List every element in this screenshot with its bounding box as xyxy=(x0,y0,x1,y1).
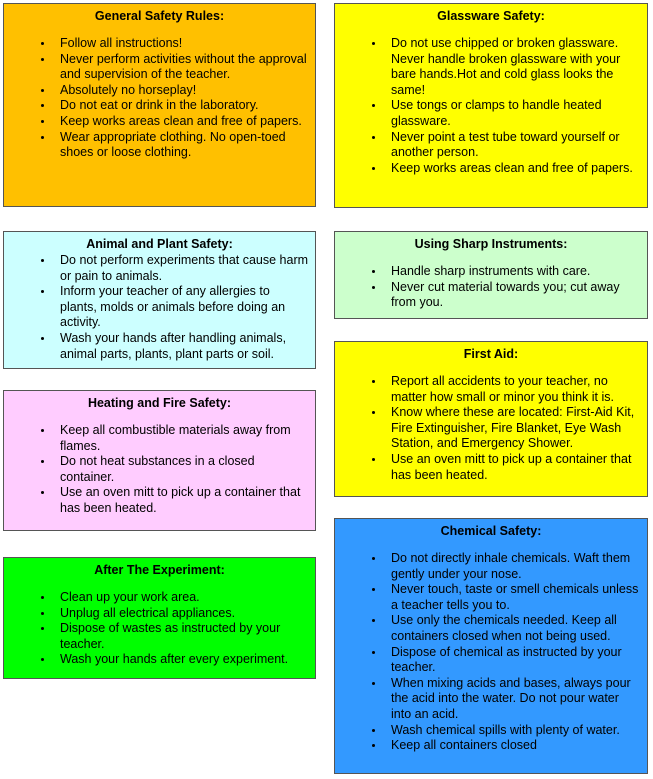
list-item: • Never cut material towards you; cut away from you. xyxy=(385,280,641,311)
chemical-safety-list xyxy=(341,551,641,754)
general-safety-list xyxy=(10,36,309,161)
list-item: • Dispose of chemical as instructed by your teacher. xyxy=(385,645,641,676)
list-item: • When mixing acids and bases, always pour the acid into the water. Do not pour water into an acid. xyxy=(385,676,641,723)
animal-plant-safety-title: Animal and Plant Safety: xyxy=(86,237,233,251)
animal-plant-safety-box xyxy=(3,231,316,369)
glassware-safety-title: Glassware Safety: xyxy=(437,9,545,23)
list-item: • Follow all instructions! xyxy=(54,36,309,52)
list-item: • Keep all combustible materials away from flames. xyxy=(54,423,309,454)
after-experiment-box xyxy=(3,557,316,679)
chemical-safety-box xyxy=(334,518,648,774)
list-item: • Keep works areas clean and free of papers. xyxy=(385,161,641,177)
list-item: • Use an oven mitt to pick up a container that has been heated. xyxy=(385,452,641,483)
glassware-safety-box xyxy=(334,3,648,208)
list-item: • Inform your teacher of any allergies to plants, molds or animals before doing an activity. xyxy=(54,284,309,331)
list-item: • Wear appropriate clothing. No open-toed shoes or loose clothing. xyxy=(54,130,309,161)
heating-fire-safety-box xyxy=(3,390,316,531)
list-item: • Never perform activities without the approval and supervision of the teacher. xyxy=(54,52,309,83)
sharp-instruments-list xyxy=(341,264,641,311)
list-item: • Unplug all electrical appliances. xyxy=(54,606,309,622)
first-aid-list xyxy=(341,374,641,483)
list-item: • Clean up your work area. xyxy=(54,590,309,606)
animal-plant-safety-list xyxy=(10,253,309,362)
first-aid-box xyxy=(334,341,648,497)
list-item: • Use an oven mitt to pick up a container that has been heated. xyxy=(54,485,309,516)
after-experiment-title: After The Experiment: xyxy=(94,563,225,577)
general-safety-rules-box xyxy=(3,3,316,207)
list-item: • Do not eat or drink in the laboratory. xyxy=(54,98,309,114)
list-item: • Never point a test tube toward yourself or another person. xyxy=(385,130,641,161)
list-item: • Report all accidents to your teacher, no matter how small or minor you think it is. xyxy=(385,374,641,405)
heating-fire-safety-list xyxy=(10,423,309,517)
list-item: • Do not heat substances in a closed container. xyxy=(54,454,309,485)
list-item: • Dispose of wastes as instructed by your teacher. xyxy=(54,621,309,652)
list-item: • Know where these are located: First-Aid Kit, Fire Extinguisher, Fire Blanket, Eye Wash Station, and Emergency Shower. xyxy=(385,405,641,452)
chemical-safety-title: Chemical Safety: xyxy=(440,524,542,538)
list-item: • Use tongs or clamps to handle heated glassware. xyxy=(385,98,641,129)
list-item: • Use only the chemicals needed. Keep all containers closed when not being used. xyxy=(385,613,641,644)
list-item: • Keep works areas clean and free of papers. xyxy=(54,114,309,130)
list-item: • Wash your hands after handling animals, animal parts, plants, plant parts or soil. xyxy=(54,331,309,362)
heating-fire-safety-title: Heating and Fire Safety: xyxy=(87,396,232,410)
glassware-safety-list xyxy=(341,36,641,176)
after-experiment-list xyxy=(10,590,309,668)
list-item: • Wash your hands after every experiment. xyxy=(54,652,309,668)
general-safety-title: General Safety Rules: xyxy=(94,9,225,23)
list-item: • Never touch, taste or smell chemicals unless a teacher tells you to. xyxy=(385,582,641,613)
list-item: • Do not directly inhale chemicals. Waft them gently under your nose. xyxy=(385,551,641,582)
list-item: • Do not perform experiments that cause harm or pain to animals. xyxy=(54,253,309,284)
list-item: • Wash chemical spills with plenty of water. xyxy=(385,723,641,739)
first-aid-title: First Aid: xyxy=(463,347,519,361)
list-item: • Keep all containers closed xyxy=(385,738,641,754)
sharp-instruments-box xyxy=(334,231,648,319)
list-item: • Absolutely no horseplay! xyxy=(54,83,309,99)
list-item: • Do not use chipped or broken glassware. Never handle broken glassware with your bare hands.Hot and cold glass looks the same! xyxy=(385,36,641,98)
list-item: • Handle sharp instruments with care. xyxy=(385,264,641,280)
sharp-instruments-title: Using Sharp Instruments: xyxy=(414,237,568,251)
